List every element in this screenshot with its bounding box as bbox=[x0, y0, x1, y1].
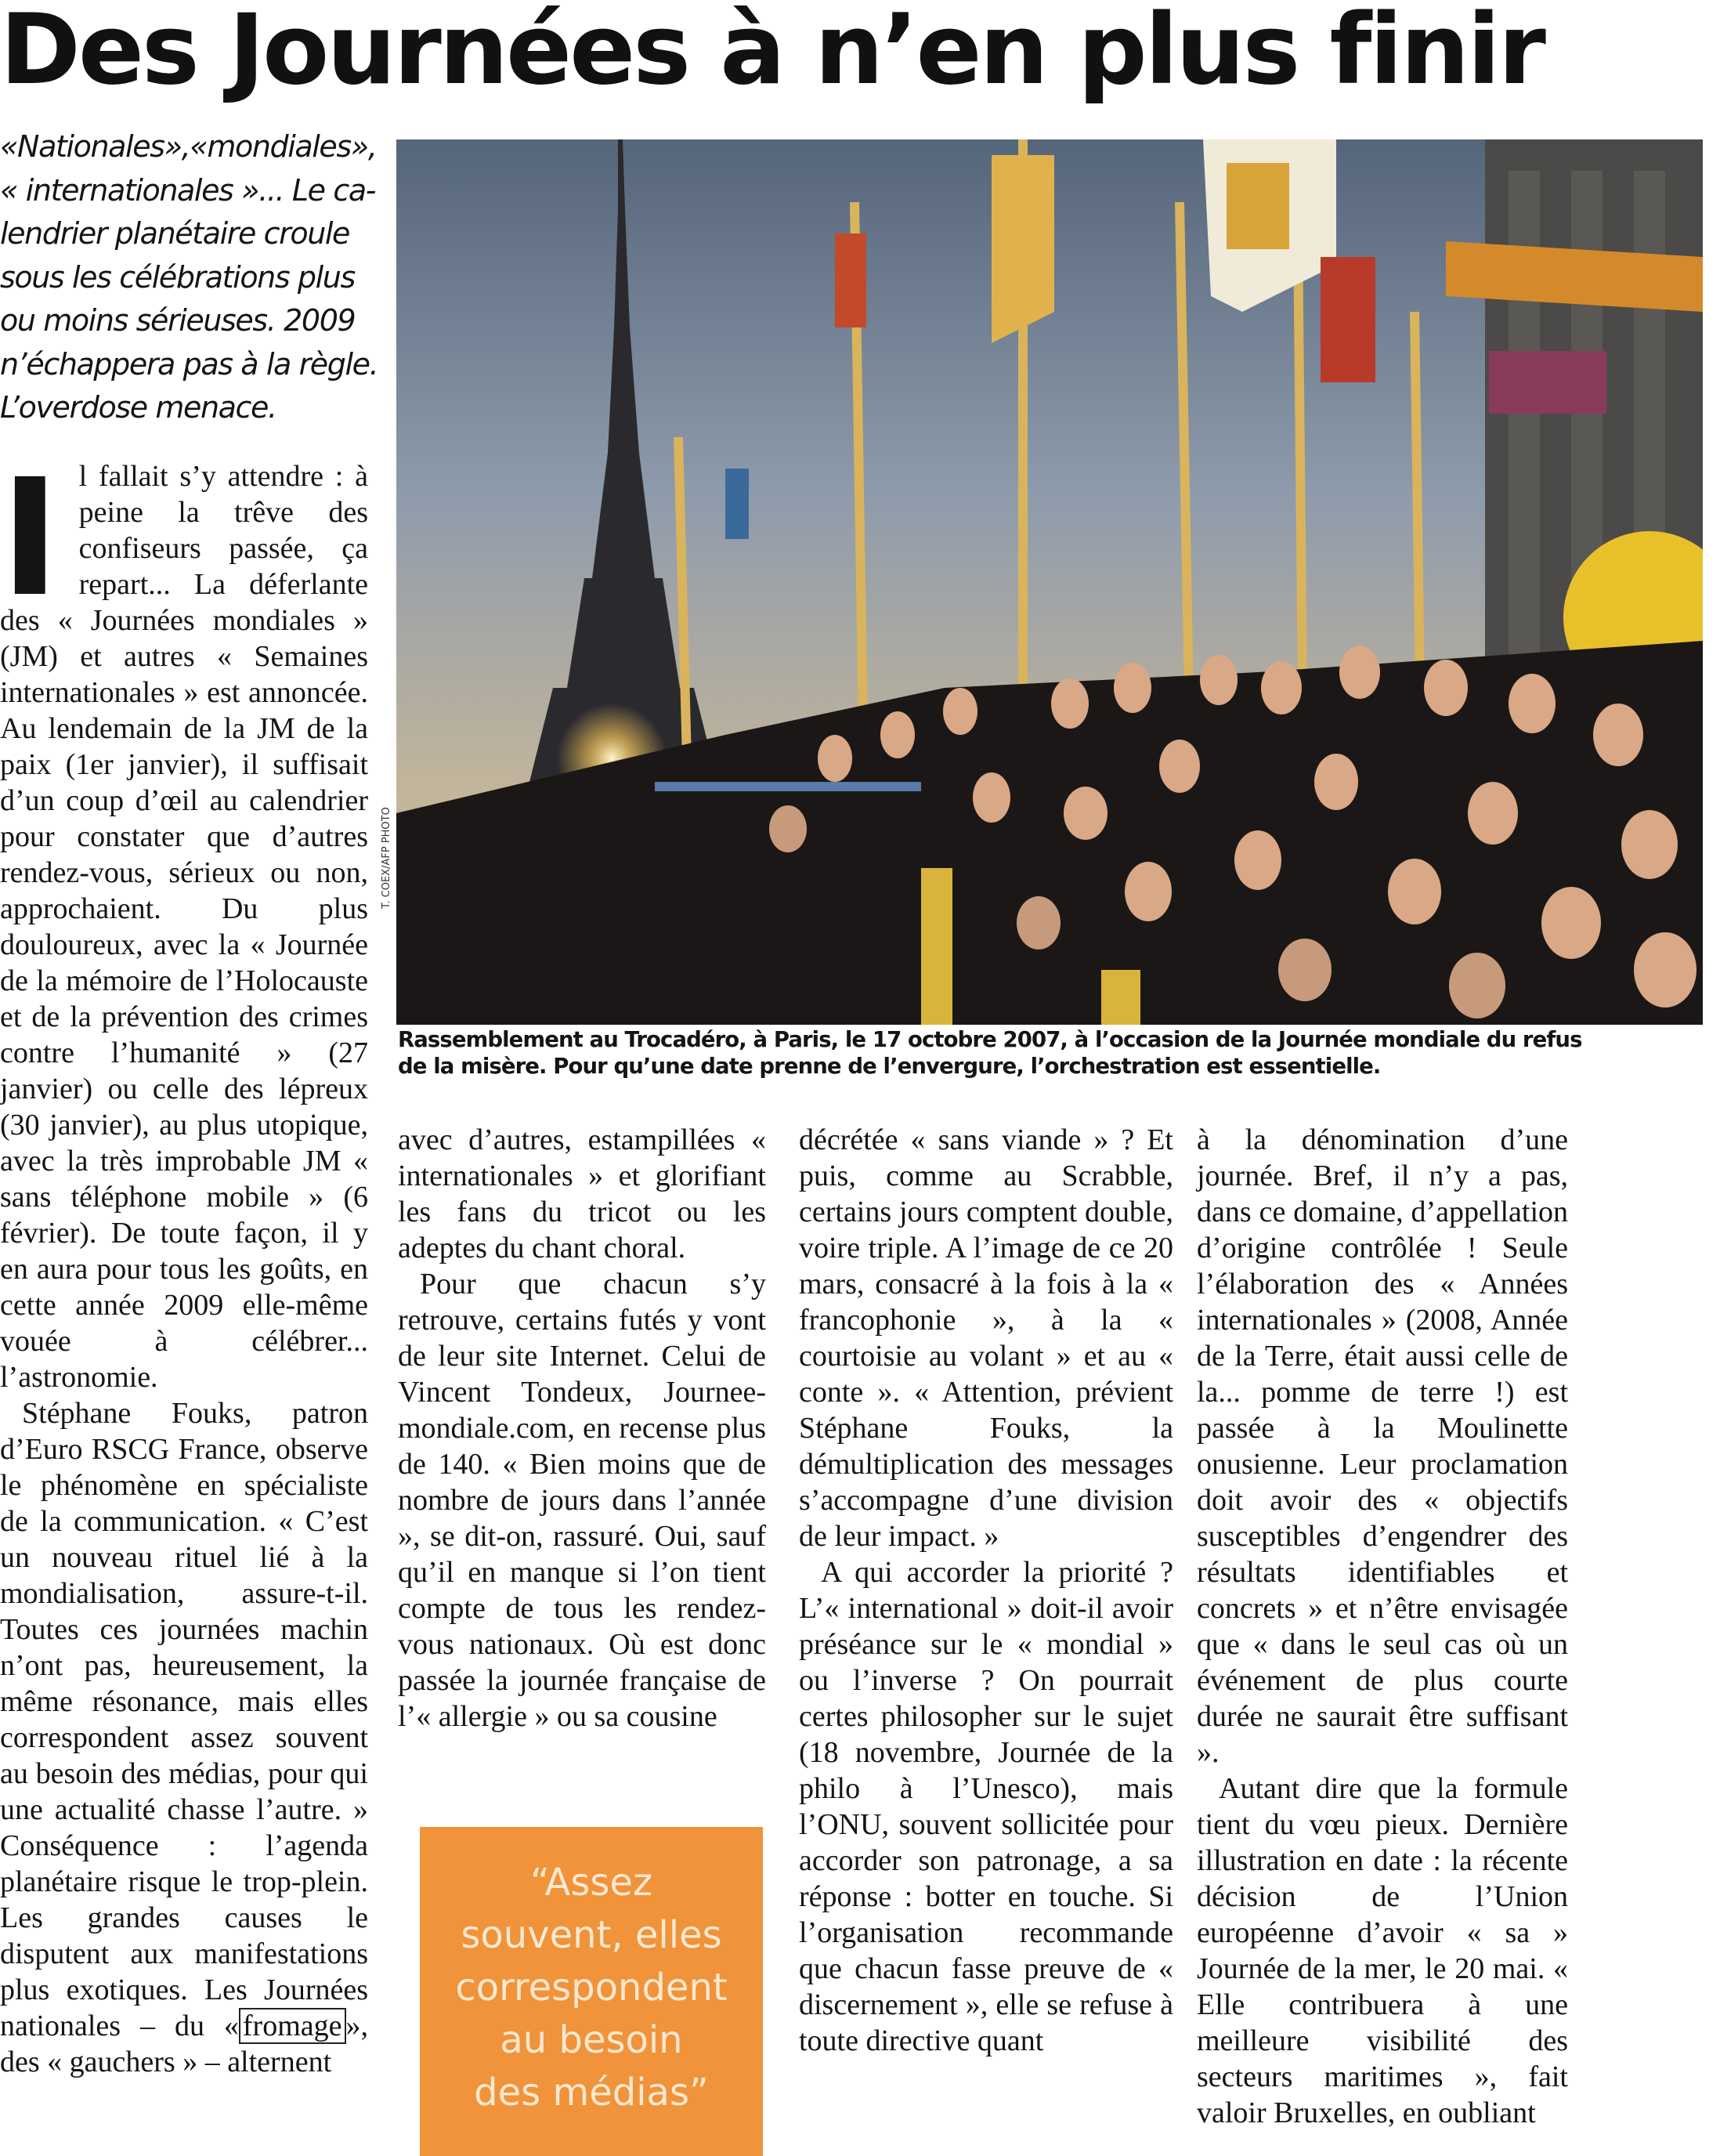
pull-quote bbox=[420, 1827, 763, 2156]
photo-credit: T. COEX/AFP PHOTO bbox=[381, 807, 392, 909]
article-column-2 bbox=[398, 1122, 766, 1735]
intro-line: lendrier planétaire croule bbox=[0, 216, 350, 251]
pull-quote-line: souvent, elles bbox=[461, 1913, 722, 1957]
photo-caption bbox=[398, 1026, 1701, 1080]
article-paragraph: Pour que chacun s’y retrouve, certains futés y vont de leur site Internet. Celui de Vincent Tondeux, Journee-mondiale.com, en recense plus de 140. « Bien moins que de nombre de jours dans l’année », se dit-on, rassuré. Oui, sauf qu’il en manque si l’on tient compte de tous les rendez-vous nationaux. Où est donc passée la journée française de l’« allergie » ou sa cousine bbox=[398, 1268, 766, 1733]
caption-line: de la misère. Pour qu’une date prenne de l’envergure, l’orchestration est essentielle. bbox=[398, 1054, 1381, 1079]
paragraph-text: », des « gauchers » – alternent bbox=[0, 2009, 368, 2078]
intro-line: L’overdose menace. bbox=[0, 390, 276, 425]
intro-line: « internationales »... Le ca- bbox=[0, 172, 376, 208]
intro-line: «Nationales»,«mondiales», bbox=[0, 129, 377, 164]
pull-quote-line: correspondent bbox=[455, 1966, 728, 2009]
article-paragraph: Autant dire que la formule tient du vœu pieux. Dernière illustration en date : la récente décision de l’Union européenne d’avoir « sa » Journée de la mer, le 20 mai. « Elle contribuera à une meilleure visibilité des secteurs maritimes », fait valoir Bruxelles, en oubliant bbox=[1197, 1772, 1568, 2129]
pull-quote-line: au besoin bbox=[500, 2018, 683, 2062]
crowd-photo-illustration bbox=[396, 139, 1703, 1025]
article-paragraph: décrétée « sans viande » ? Et puis, comme au Scrabble, certains jours comptent double, voire triple. A l’image de ce 20 mars, consacré à la fois à la « francophonie », à la « courtoisie au volant » et au « conte ». « Attention, prévient Stéphane Fouks, la démultiplication des messages s’accompagne d’une division de leur impact. » bbox=[799, 1123, 1173, 1553]
news-photo bbox=[396, 139, 1703, 1025]
paragraph-text: l fallait s’y attendre : à peine la trêve des confiseurs passée, ça repart... La déferlante des « Journées mondiales » (JM) et autres « Semaines internationales » est annoncée. Au lendemain de la JM de la paix (1er janvier), il suffisait d’un coup d’œil au calendrier pour constater que d’autres rendez-vous, sérieux ou non, approchaient. Du plus douloureux, avec la « Journée de la mémoire de l’Holocauste et de la prévention des crimes contre l’humanité » (27 janvier) ou celle des lépreux (30 janvier), au plus utopique, avec la très improbable JM « sans téléphone mobile » (6 février). De toute façon, il y en aura pour tous les goûts, en cette année 2009 elle-même vouée à célébrer... l’astronomie. bbox=[0, 460, 368, 1394]
caption-line: Rassemblement au Trocadéro, à Paris, le 17 octobre 2007, à l’occasion de la Journée mondiale du refus bbox=[398, 1027, 1582, 1052]
pull-quote-line: des médias” bbox=[474, 2071, 709, 2114]
pull-quote-text bbox=[420, 1857, 763, 2119]
article-paragraph bbox=[0, 1395, 368, 2080]
pull-quote-line: “Assez bbox=[529, 1861, 653, 1905]
article-paragraph bbox=[0, 444, 368, 1395]
article-paragraph: à la dénomination d’une journée. Bref, il n’y a pas, dans ce domaine, d’appellation d’origine contrôlée ! Seule l’élaboration des « Années internationales » (2008, Année de la Terre, était aussi celle de la... pomme de terre !) est passée à la Moulinette onusienne. Leur proclamation doit avoir des « objectifs susceptibles d’engendrer des résultats identifiables et concrets » et n’être envisagée que « dans le seul cas où un événement de plus courte durée ne saurait être suffisant ». bbox=[1197, 1123, 1568, 1769]
boxed-word: fromage bbox=[239, 2008, 346, 2044]
intro-line: ou moins sérieuses. 2009 bbox=[0, 303, 356, 338]
article-paragraph: avec d’autres, estampillées « internationales » et glorifiant les fans du tricot ou les adeptes du chant choral. bbox=[398, 1123, 766, 1264]
article-column-1 bbox=[0, 444, 368, 2080]
drop-cap: I bbox=[0, 444, 60, 632]
intro-lead bbox=[0, 125, 378, 430]
headline: Des Journées à n’en plus finir bbox=[0, 0, 1544, 107]
article-column-4 bbox=[1197, 1122, 1568, 2131]
paragraph-text: Stéphane Fouks, patron d’Euro RSCG France, observe le phénomène en spécialiste de la communication. « C’est un nouveau rituel lié à la mondialisation, assure-t-il. Toutes ces journées machin n’ont pas, heureusement, la même résonance, mais elles correspondent assez souvent au besoin des médias, pour qui une actualité chasse l’autre. » Conséquence : l’agenda planétaire risque le trop-plein. Les grandes causes le disputent aux manifestations plus exotiques. Les Journées nationales – du « bbox=[0, 1397, 368, 2042]
article-paragraph: A qui accorder la priorité ? L’« international » doit-il avoir préséance sur le « mondial » ou l’inverse ? On pourrait certes philosopher sur le sujet (18 novembre, Journée de la philo à l’Unesco), mais l’ONU, souvent sollicitée pour accorder son patronage, a sa réponse : botter en touche. Si l’organisation recommande que chacun fasse preuve de « discernement », elle se refuse à toute directive quant bbox=[799, 1556, 1173, 2057]
article-column-3 bbox=[799, 1122, 1173, 2059]
intro-line: sous les célébrations plus bbox=[0, 259, 355, 295]
intro-line: n’échappera pas à la règle. bbox=[0, 346, 378, 382]
